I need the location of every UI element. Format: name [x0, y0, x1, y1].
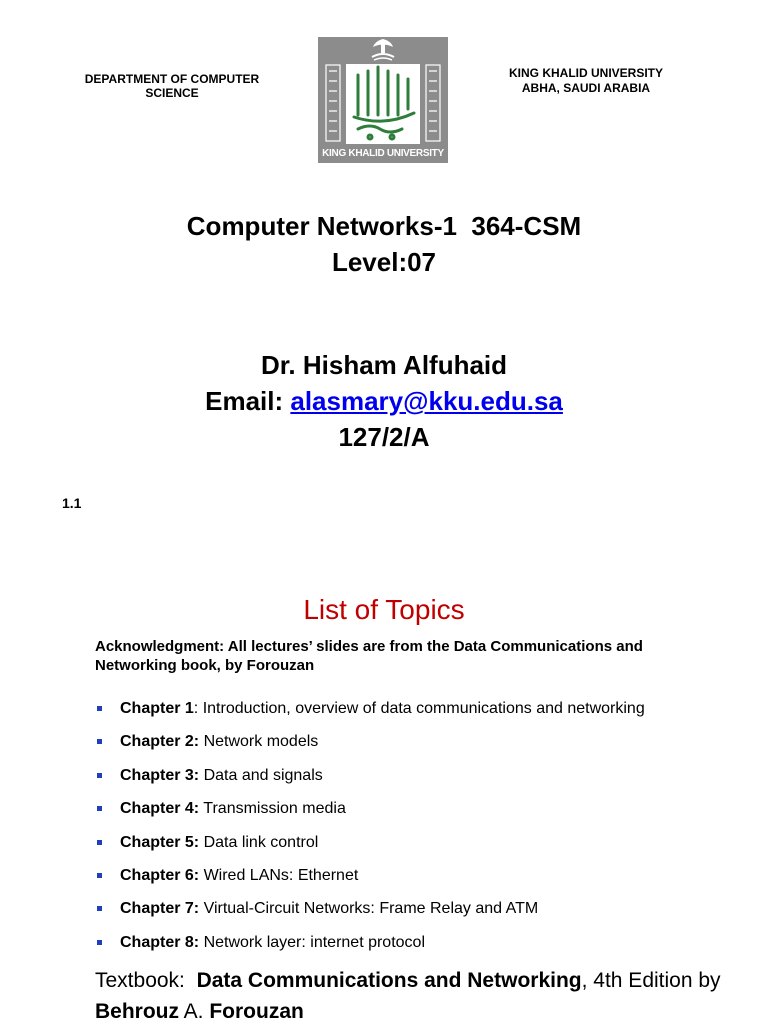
list-item	[95, 892, 735, 925]
textbook-title: Data Communications and Networking	[196, 969, 582, 992]
chapter-text: Wired LANs: Ethernet	[199, 866, 359, 884]
lecturer-office: 127/2/A	[338, 422, 430, 452]
acknowledgment: Acknowledgment: All lectures’ slides are from the Data Communications and Networking book, by Forouzan	[95, 638, 643, 674]
university-logo	[318, 37, 448, 163]
course-title: Computer Networks-1 364-CSM	[186, 211, 582, 241]
chapter-label: Chapter 2:	[120, 733, 200, 751]
bullet-icon	[97, 773, 102, 778]
chapter-label: Chapter 6:	[120, 866, 200, 884]
author-last-name: Forouzan	[209, 1000, 304, 1023]
topics-heading: List of Topics	[303, 594, 465, 625]
bullet-icon	[97, 873, 102, 878]
bullet-icon	[97, 840, 102, 845]
logo-emblem-icon	[318, 37, 448, 144]
chapter-label: Chapter 3:	[120, 766, 200, 784]
list-item	[95, 826, 735, 859]
chapter-text: Data and signals	[199, 766, 323, 784]
lecturer-email-line	[0, 383, 768, 419]
bullet-icon	[97, 739, 102, 744]
slide-number: 1.1	[62, 495, 82, 511]
department-line-2: SCIENCE	[145, 86, 199, 100]
list-item	[95, 926, 735, 959]
course-title-block	[0, 208, 768, 280]
university-line-1: KING KHALID UNIVERSITY	[508, 66, 663, 80]
chapter-text: Data link control	[199, 833, 319, 851]
textbook-prefix: Textbook:	[95, 969, 197, 992]
list-item	[95, 792, 735, 825]
chapter-text: Introduction, overview of data communications and networking	[198, 700, 645, 717]
chapter-label: Chapter 1	[120, 700, 194, 717]
bullet-icon	[97, 940, 102, 945]
bullet-icon	[97, 806, 102, 811]
list-item	[95, 725, 735, 758]
chapter-text: Network models	[199, 733, 319, 751]
textbook-edition: , 4th Edition by	[581, 969, 721, 992]
chapter-label: Chapter 5:	[120, 833, 200, 851]
chapter-text: Virtual-Circuit Networks: Frame Relay and ATM	[199, 900, 539, 918]
chapter-text: Network layer: internet protocol	[199, 933, 425, 951]
chapter-label: Chapter 7:	[120, 900, 200, 918]
author-middle: A.	[179, 1000, 210, 1023]
logo-caption: KING KHALID UNIVERSITY	[322, 148, 444, 159]
chapter-list	[95, 692, 735, 959]
chapter-sep: :	[193, 700, 199, 717]
bullet-icon	[97, 906, 102, 911]
university-line-2: ABHA, SAUDI ARABIA	[521, 81, 651, 95]
lecturer-name: Dr. Hisham Alfuhaid	[260, 350, 508, 380]
list-item	[95, 859, 735, 892]
email-label: Email:	[205, 386, 284, 416]
chapter-label: Chapter 8:	[120, 933, 200, 951]
chapter-text: Transmission media	[199, 800, 346, 818]
chapter-label: Chapter 4:	[120, 800, 200, 818]
bullet-icon	[97, 706, 102, 711]
department-name	[62, 72, 282, 100]
university-name	[476, 66, 696, 96]
textbook-reference	[95, 965, 735, 1027]
course-level: Level:07	[331, 247, 437, 277]
list-item	[95, 692, 735, 725]
list-item	[95, 759, 735, 792]
email-link[interactable]: alasmary@kku.edu.sa	[290, 386, 563, 416]
author-first-name: Behrouz	[95, 1000, 179, 1023]
department-line-1: DEPARTMENT OF COMPUTER	[84, 72, 260, 86]
lecturer-block	[0, 347, 768, 455]
